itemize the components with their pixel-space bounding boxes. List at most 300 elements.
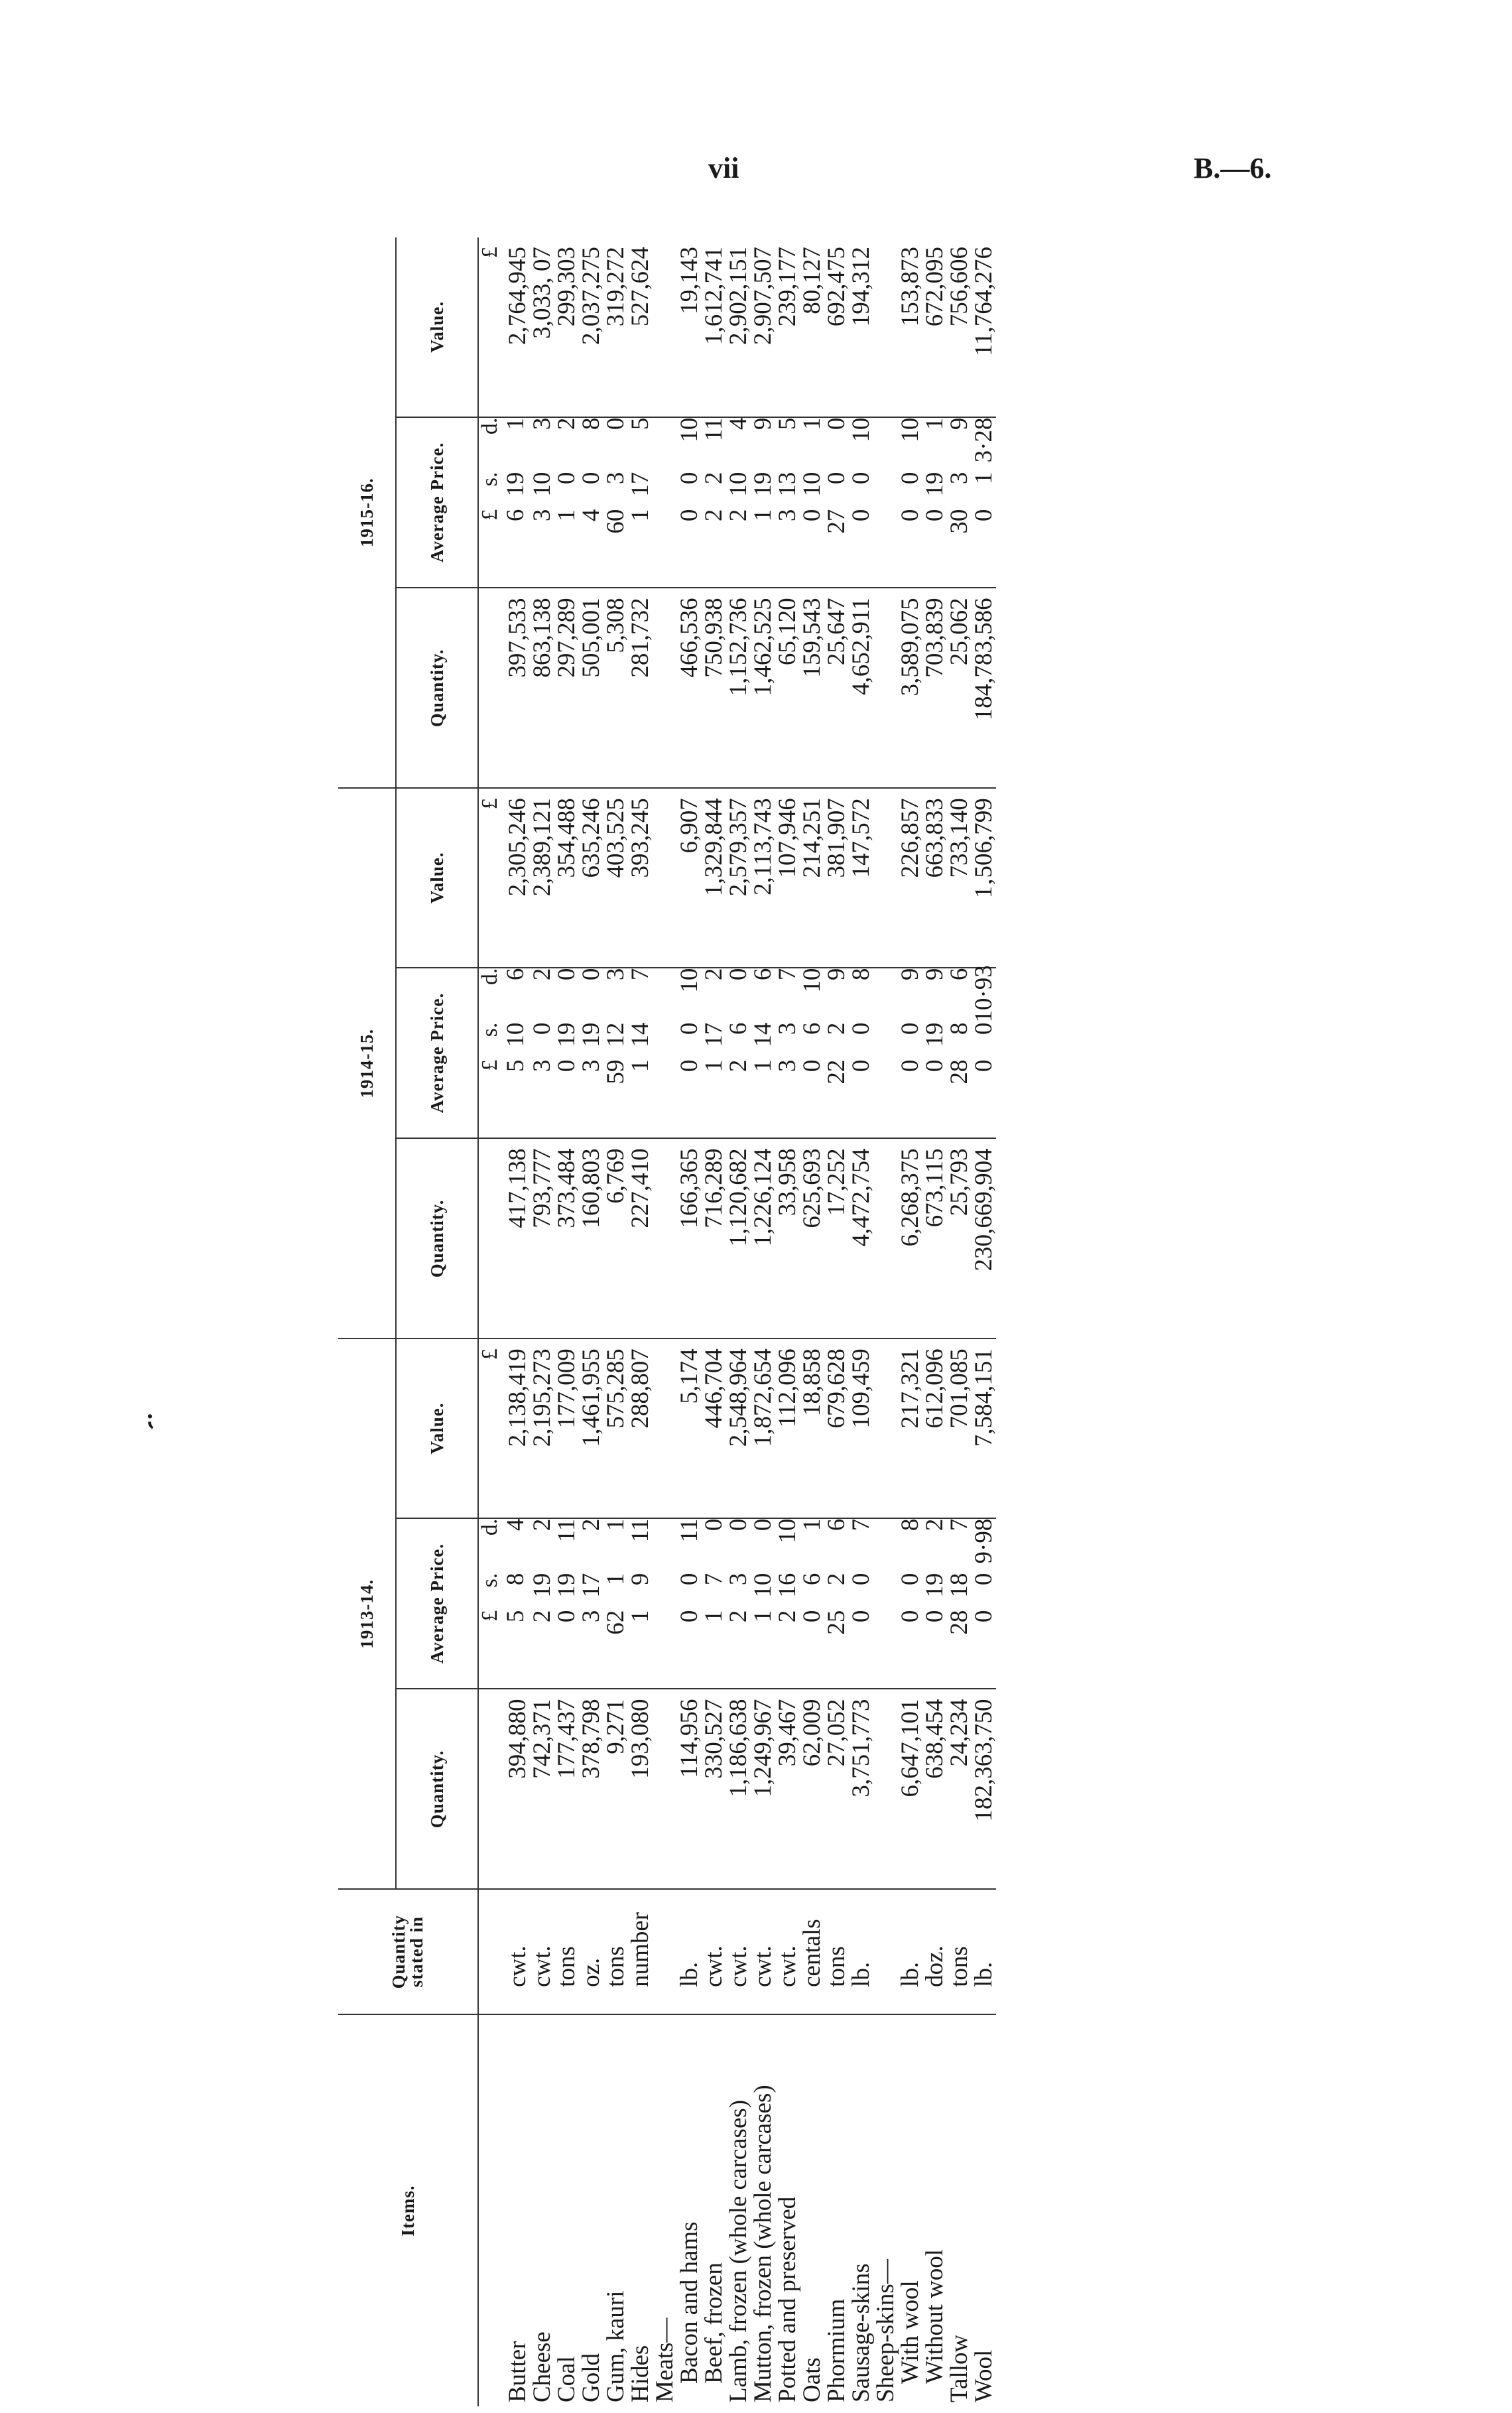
unit-shillings: s.	[477, 472, 502, 487]
cell-value: 7,584,151	[972, 1338, 996, 1518]
header-year-3: 1915-16.	[338, 237, 396, 788]
header-average-price: Average Price.	[396, 968, 478, 1139]
cell-average-price	[702, 1518, 726, 1689]
price-shillings: 19	[529, 1573, 556, 1598]
price-pounds: 2	[774, 1610, 801, 1623]
cell-quantity: 4,652,911	[849, 588, 873, 788]
cell-quantity: 25,062	[947, 588, 972, 788]
row-item-name: Coal	[553, 2356, 580, 2402]
header-year-2: 1914-15.	[338, 788, 396, 1338]
cell-average-price	[775, 968, 800, 1139]
price-pence: 4	[502, 1518, 529, 1532]
price-pence: 10	[798, 968, 826, 993]
cell-average-price	[922, 968, 947, 1139]
cell-value: 5,174	[677, 1338, 702, 1518]
row-unit: cwt.	[726, 1889, 751, 2014]
cell-quantity: 330,527	[702, 1689, 726, 1889]
price-shillings: 6	[798, 1573, 826, 1586]
price-pence: 10	[897, 417, 924, 442]
price-pence: 3	[602, 968, 629, 981]
price-shillings: 19	[553, 1573, 580, 1598]
price-shillings: 19	[502, 472, 529, 497]
exports-table-container	[338, 237, 1061, 2406]
price-pence: 5	[627, 417, 654, 430]
price-shillings: 2	[700, 472, 727, 485]
cell-value: 527,624	[628, 237, 653, 417]
cell-quantity: 863,138	[530, 588, 554, 788]
row-unit: cwt.	[775, 1889, 800, 2014]
price-pounds: 59	[602, 1059, 629, 1084]
cell-value: 679,628	[824, 1338, 849, 1518]
price-shillings: 0	[529, 1022, 556, 1035]
cell-average-price	[824, 968, 849, 1139]
row-unit: cwt.	[530, 1889, 554, 2014]
cell-average-price	[554, 968, 579, 1139]
cell-value: 217,321	[898, 1338, 922, 1518]
unit-pence: d.	[477, 417, 502, 435]
cell-average-price	[873, 1518, 898, 1689]
header-unit: Quantity stated in	[338, 1889, 478, 2014]
cell-quantity: 65,120	[775, 588, 800, 788]
price-shillings: 19	[921, 1573, 948, 1598]
price-pence: 10	[848, 417, 875, 442]
table-row	[702, 237, 726, 2406]
cell-quantity: 4,472,754	[849, 1138, 873, 1338]
row-item-name: Hides	[627, 2345, 654, 2402]
cell-value	[653, 237, 677, 417]
cell-average-price	[603, 1518, 628, 1689]
cell-quantity: 625,693	[800, 1138, 824, 1338]
cell-average-price	[947, 1518, 972, 1689]
cell-average-price	[849, 1518, 873, 1689]
row-item-name: Butter	[504, 2341, 531, 2402]
cell-value: 701,085	[947, 1338, 972, 1518]
row-item-name: Without wool	[921, 2249, 948, 2384]
price-pounds: 0	[798, 1059, 826, 1073]
header-average-price: Average Price.	[396, 1518, 478, 1689]
cell-average-price	[970, 965, 997, 1139]
price-pence: 11	[553, 1518, 580, 1543]
cell-average-price	[898, 1518, 922, 1689]
row-item-name: With wool	[897, 2280, 924, 2384]
price-pence: 8	[897, 1518, 924, 1532]
cell-value: 226,857	[898, 788, 922, 967]
cell-average-price	[501, 417, 530, 588]
cell-average-price	[579, 968, 603, 1139]
price-shillings: 16	[774, 1573, 801, 1598]
cell-average-price	[579, 1518, 603, 1689]
unit-pounds: £	[477, 1059, 502, 1071]
row-unit: doz.	[922, 1889, 947, 2014]
cell-quantity: 33,958	[775, 1138, 800, 1338]
price-shillings: 19	[749, 472, 777, 497]
cell-average-price	[849, 968, 873, 1139]
price-shillings: 0	[823, 472, 850, 485]
unit-shillings: s.	[477, 1573, 502, 1588]
price-pounds: 1	[700, 1059, 727, 1073]
price-pence: 7	[627, 968, 654, 981]
price-pence: 0	[700, 1518, 727, 1532]
price-pounds: 0	[848, 1610, 875, 1623]
cell-value	[653, 788, 677, 967]
cell-quantity: 62,009	[800, 1689, 824, 1889]
page-header	[0, 0, 1512, 212]
table-row	[653, 237, 677, 2406]
cell-value	[873, 788, 898, 967]
cell-average-price	[726, 417, 751, 588]
price-pounds: 3	[774, 1059, 801, 1073]
cell-quantity: 1,186,638	[726, 1689, 751, 1889]
price-pence: 8	[578, 417, 605, 430]
price-pounds: 27	[823, 509, 850, 534]
price-shillings: 10	[502, 1022, 529, 1047]
cell-value	[873, 237, 898, 417]
row-item-name: Gold	[578, 2353, 605, 2402]
cell-value: 177,009	[554, 1338, 579, 1518]
cell-value: 2,764,945	[501, 237, 530, 417]
cell-value: 2,305,246	[501, 788, 530, 967]
price-pence: 1	[921, 417, 948, 430]
document-reference: B.—6.	[1194, 152, 1272, 184]
price-shillings: 19	[921, 1022, 948, 1047]
price-shillings: 14	[749, 1022, 777, 1047]
table-row	[677, 237, 702, 2406]
unit-shillings: s.	[477, 1022, 502, 1037]
price-shillings: 1	[970, 472, 997, 485]
price-shillings: 0	[553, 472, 580, 485]
cell-quantity: 6,769	[603, 1138, 628, 1338]
exports-table	[338, 237, 996, 2406]
price-shillings: 0	[897, 472, 924, 485]
price-pence: 0	[578, 968, 605, 981]
price-pounds: 0	[970, 1610, 997, 1623]
price-pence: 10	[676, 968, 703, 993]
price-shillings: 0	[676, 1573, 703, 1586]
price-pounds: 0	[970, 509, 997, 522]
price-shillings: 0	[897, 1573, 924, 1586]
row-unit: cwt.	[702, 1889, 726, 2014]
cell-quantity: 1,120,682	[726, 1138, 751, 1338]
cell-value: 147,572	[849, 788, 873, 967]
price-pence: 6	[502, 968, 529, 981]
cell-value: 733,140	[947, 788, 972, 967]
cell-value: 446,704	[702, 1338, 726, 1518]
cell-value: 112,096	[775, 1338, 800, 1518]
cell-quantity	[653, 1689, 677, 1889]
price-shillings: 0	[848, 1022, 875, 1035]
row-unit	[873, 1889, 898, 2014]
table-row	[530, 237, 554, 2406]
cell-quantity: 394,880	[501, 1689, 530, 1889]
cell-quantity: 466,536	[677, 588, 702, 788]
cell-quantity: 1,226,124	[751, 1138, 775, 1338]
cell-average-price	[677, 968, 702, 1139]
price-pounds: 0	[921, 1610, 948, 1623]
cell-quantity: 25,793	[947, 1138, 972, 1338]
price-pence: 5	[774, 417, 801, 430]
price-pounds: 0	[921, 509, 948, 522]
cell-average-price	[603, 417, 628, 588]
header-value: Value.	[396, 237, 478, 417]
table-row	[751, 237, 775, 2406]
row-unit: tons	[947, 1889, 972, 2014]
header-quantity: Quantity.	[396, 1138, 478, 1338]
price-shillings: 7	[700, 1573, 727, 1586]
row-unit: lb.	[849, 1889, 873, 2014]
price-pounds: 0	[848, 1059, 875, 1073]
price-pence: 7	[848, 1518, 875, 1532]
price-shillings: 10	[749, 1573, 777, 1598]
cell-value: 107,946	[775, 788, 800, 967]
price-shillings: 17	[627, 472, 654, 497]
cell-value: 194,312	[849, 237, 873, 417]
price-shillings: 8	[502, 1573, 529, 1586]
table-row	[898, 237, 922, 2406]
price-shillings: 3	[946, 472, 973, 485]
price-pounds: 0	[798, 1610, 826, 1623]
price-pence: 4	[725, 417, 752, 430]
cell-value: 2,902,151	[726, 237, 751, 417]
cell-quantity: 793,777	[530, 1138, 554, 1338]
page-number: vii	[708, 152, 739, 184]
price-pounds: 0	[848, 509, 875, 522]
row-unit: number	[628, 1889, 653, 2014]
cell-value: 663,833	[922, 788, 947, 967]
price-pounds: 1	[749, 1059, 777, 1073]
cell-value: 2,579,357	[726, 788, 751, 967]
price-pounds: 2	[700, 509, 727, 522]
price-pence: 6	[946, 968, 973, 981]
price-pounds: 1	[627, 509, 654, 522]
price-pounds: 3	[578, 1059, 605, 1073]
cell-quantity: 24,234	[947, 1689, 972, 1889]
price-shillings: 6	[725, 1022, 752, 1035]
price-pounds: 0	[676, 1059, 703, 1073]
cell-average-price	[530, 968, 554, 1139]
cell-value: 2,113,743	[751, 788, 775, 967]
table-row	[775, 237, 800, 2406]
cell-quantity: 638,454	[922, 1689, 947, 1889]
row-item-name: Lamb, frozen (whole carcases)	[725, 2099, 752, 2402]
price-pence: 3·28	[970, 417, 997, 463]
cell-quantity: 750,938	[702, 588, 726, 788]
price-pounds: 3	[774, 509, 801, 522]
price-shillings: 0	[676, 1022, 703, 1035]
price-pounds: 1	[749, 1610, 777, 1623]
price-shillings: 19	[553, 1022, 580, 1047]
cell-average-price	[800, 968, 824, 1139]
cell-average-price	[501, 1518, 530, 1689]
price-shillings: 3	[602, 472, 629, 485]
cell-quantity: 3,751,773	[849, 1689, 873, 1889]
price-pounds: 0	[897, 509, 924, 522]
price-pence: 1	[602, 1518, 629, 1532]
cell-quantity: 25,647	[824, 588, 849, 788]
price-pounds: 28	[946, 1059, 973, 1084]
cell-value: 403,525	[603, 788, 628, 967]
price-pence: 8	[848, 968, 875, 981]
cell-average-price	[751, 417, 775, 588]
price-pounds: 0	[676, 1610, 703, 1623]
price-pounds: 4	[578, 509, 605, 522]
row-item-name: Cheese	[529, 2331, 556, 2402]
price-shillings: 2	[823, 1022, 850, 1035]
cell-average-price	[579, 417, 603, 588]
price-pounds: 2	[725, 1610, 752, 1623]
cell-average-price	[922, 417, 947, 588]
price-shillings: 18	[946, 1573, 973, 1598]
cell-average-price	[603, 968, 628, 1139]
price-shillings: 12	[602, 1022, 629, 1047]
price-pounds: 3	[529, 509, 556, 522]
price-shillings: 6	[798, 1022, 826, 1035]
header-items: Items.	[338, 2014, 478, 2406]
price-pounds: 22	[823, 1059, 850, 1084]
cell-value	[653, 1338, 677, 1518]
price-pounds: 0	[897, 1059, 924, 1073]
table-row	[824, 237, 849, 2406]
price-pence: 2	[921, 1518, 948, 1532]
price-pence: 0	[553, 968, 580, 981]
price-pounds: 3	[529, 1059, 556, 1073]
price-pence: 9	[897, 968, 924, 981]
price-pounds: 1	[700, 1610, 727, 1623]
price-shillings: 17	[578, 1573, 605, 1598]
unit-pounds: £	[477, 509, 502, 521]
cell-quantity: 193,080	[628, 1689, 653, 1889]
cell-value: 319,272	[603, 237, 628, 417]
table-row	[972, 237, 996, 2406]
cell-quantity	[873, 1689, 898, 1889]
price-pounds: 0	[553, 1059, 580, 1073]
cell-average-price	[800, 417, 824, 588]
cell-average-price	[775, 417, 800, 588]
row-item-name: Mutton, frozen (whole carcases)	[749, 2085, 777, 2402]
row-unit	[653, 1889, 677, 2014]
price-shillings: 3	[774, 1022, 801, 1035]
unit-pence: d.	[477, 968, 502, 986]
price-shillings: 0	[897, 1022, 924, 1035]
money-units-row	[478, 237, 501, 2406]
price-pounds: 2	[529, 1610, 556, 1623]
price-pounds: 1	[627, 1610, 654, 1623]
cell-average-price	[653, 417, 677, 588]
cell-average-price	[898, 968, 922, 1139]
cell-quantity: 742,371	[530, 1689, 554, 1889]
cell-value: 1‚506,799	[972, 788, 996, 967]
price-shillings: 0	[848, 1573, 875, 1586]
cell-average-price	[972, 417, 996, 588]
price-shillings: 0	[848, 472, 875, 485]
cell-value: 288,807	[628, 1338, 653, 1518]
cell-quantity: 166,365	[677, 1138, 702, 1338]
cell-average-price	[554, 417, 579, 588]
cell-value: 11,764,276	[972, 237, 996, 417]
cell-quantity: 177,437	[554, 1689, 579, 1889]
cell-value: 354,488	[554, 788, 579, 967]
price-pence: 0	[749, 1518, 777, 1532]
margin-mark: ⁏	[147, 1406, 156, 1431]
price-pounds: 1	[749, 509, 777, 522]
cell-quantity: 673,115	[922, 1138, 947, 1338]
cell-value: 393,245	[628, 788, 653, 967]
price-pounds: 62	[602, 1610, 629, 1635]
cell-value: 1,329,844	[702, 788, 726, 967]
price-pence: 6	[749, 968, 777, 981]
cell-quantity: 373,484	[554, 1138, 579, 1338]
cell-quantity	[873, 588, 898, 788]
price-shillings: 13	[774, 472, 801, 497]
price-pence: 6	[823, 1518, 850, 1532]
price-pence: 10	[676, 417, 703, 442]
unit-pounds: £	[477, 1610, 502, 1622]
cell-quantity: 397,533	[501, 588, 530, 788]
price-pence: 2	[578, 1518, 605, 1532]
price-pence: 0	[602, 417, 629, 430]
cell-average-price	[501, 968, 530, 1139]
cell-quantity: 378,798	[579, 1689, 603, 1889]
price-pence: 3	[529, 417, 556, 430]
table-row	[800, 237, 824, 2406]
price-pounds: 6	[502, 509, 529, 522]
cell-quantity: 39,467	[775, 1689, 800, 1889]
unit-pence: d.	[477, 1518, 502, 1536]
price-pence: 11	[700, 417, 727, 442]
cell-value: 214,251	[800, 788, 824, 967]
cell-value: 672,095	[922, 237, 947, 417]
table-header	[338, 237, 478, 2406]
cell-quantity: 27,052	[824, 1689, 849, 1889]
price-pence: 2	[529, 968, 556, 981]
price-shillings: 10	[529, 472, 556, 497]
price-pence: 1	[798, 417, 826, 430]
cell-value: 1,461,955	[579, 1338, 603, 1518]
cell-average-price	[530, 417, 554, 588]
price-pounds: 25	[823, 1610, 850, 1635]
cell-average-price	[554, 1518, 579, 1689]
cell-value: 2,389,121	[530, 788, 554, 967]
cell-value: 153,873	[898, 237, 922, 417]
table-row	[873, 237, 898, 2406]
cell-average-price	[677, 417, 702, 588]
price-shillings: 8	[946, 1022, 973, 1035]
cell-value: 6,907	[677, 788, 702, 967]
row-item-name: Oats	[798, 2357, 826, 2402]
table-row	[922, 237, 947, 2406]
cell-quantity: 9,271	[603, 1689, 628, 1889]
cell-quantity: 114,956	[677, 1689, 702, 1889]
price-pounds: 1	[553, 509, 580, 522]
price-shillings: 14	[627, 1022, 654, 1047]
price-shillings: 0	[970, 1022, 997, 1035]
cell-value: 756,606	[947, 237, 972, 417]
cell-average-price	[628, 1518, 653, 1689]
cell-average-price	[653, 968, 677, 1139]
cell-quantity: 716,289	[702, 1138, 726, 1338]
cell-quantity: 159,543	[800, 588, 824, 788]
unit-value: £	[478, 1338, 501, 1518]
price-pence: 9·98	[970, 1518, 997, 1564]
row-unit: oz.	[579, 1889, 603, 2014]
price-shillings: 17	[700, 1022, 727, 1047]
header-value: Value.	[396, 1338, 478, 1518]
price-pence: 1	[798, 1518, 826, 1532]
header-quantity: Quantity.	[396, 1689, 478, 1889]
price-pounds: 60	[602, 509, 629, 534]
cell-average-price	[726, 968, 751, 1139]
unit-value: £	[478, 237, 501, 417]
cell-quantity	[873, 1138, 898, 1338]
